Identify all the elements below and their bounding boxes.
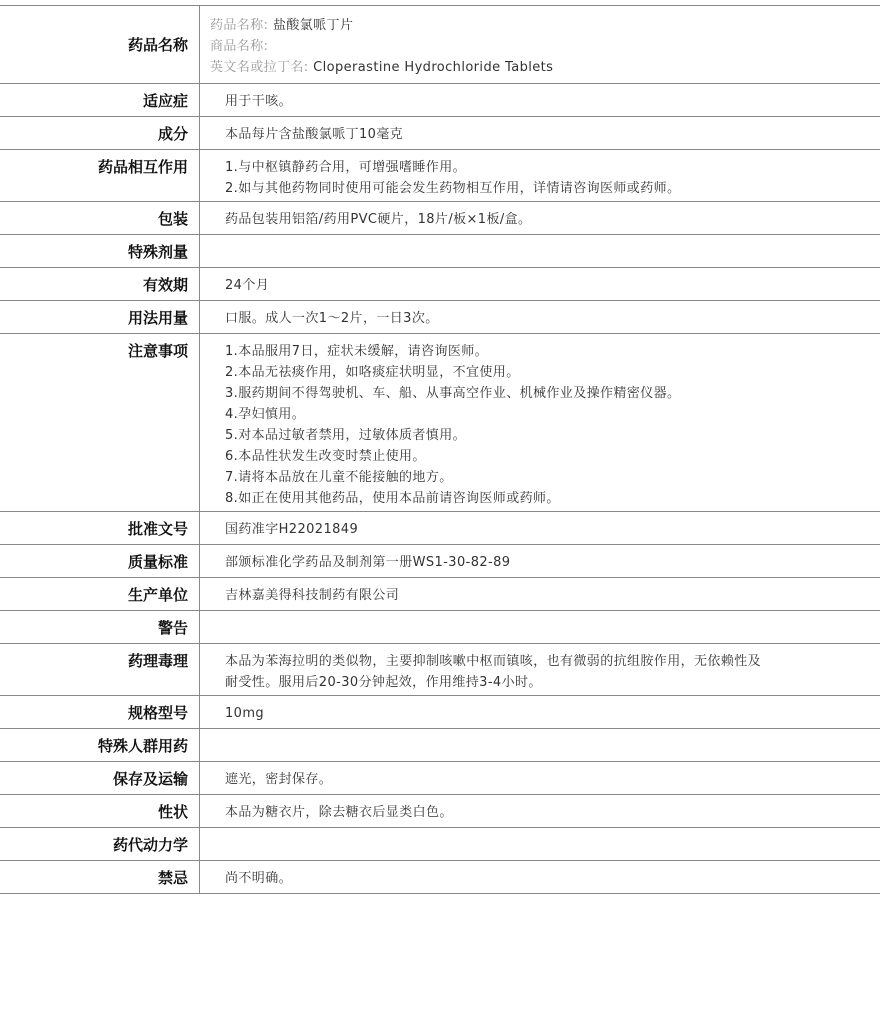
row-label: 药品相互作用 [0, 150, 200, 201]
row-label: 注意事项 [0, 334, 200, 511]
english-name-value: Cloperastine Hydrochloride Tablets [313, 60, 554, 75]
table-row [0, 268, 880, 301]
generic-name-line [210, 15, 870, 36]
row-value [200, 696, 880, 728]
row-drug-name [0, 6, 880, 84]
trade-name-label: 商品名称: [210, 39, 269, 54]
row-label: 药品名称 [0, 6, 200, 83]
row-label: 特殊人群用药 [0, 729, 200, 761]
row-value [200, 762, 880, 794]
generic-name-label: 药品名称: [210, 18, 269, 33]
table-row [0, 301, 880, 334]
table-row [0, 150, 880, 202]
row-label: 保存及运输 [0, 762, 200, 794]
value-line: 8.如正在使用其他药品，使用本品前请咨询医师或药师。 [225, 491, 560, 506]
row-value [200, 6, 880, 83]
table-row [0, 117, 880, 150]
value-line: 部颁标准化学药品及制剂第一册WS1-30-82-89 [225, 555, 511, 570]
row-value [200, 578, 880, 610]
row-label: 质量标准 [0, 545, 200, 577]
value-line: 1.与中枢镇静药合用，可增强嗜睡作用。 [225, 160, 467, 175]
row-value [200, 268, 880, 300]
value-line: 药品包装用铝箔/药用PVC硬片，18片/板×1板/盒。 [225, 212, 532, 227]
value-line: 尚不明确。 [225, 871, 293, 886]
row-label: 药理毒理 [0, 644, 200, 695]
value-line: 3.服药期间不得驾驶机、车、船、从事高空作业、机械作业及操作精密仪器。 [225, 386, 681, 401]
value-line: 本品每片含盐酸氯哌丁10毫克 [225, 127, 404, 142]
table-row [0, 795, 880, 828]
value-line: 24个月 [225, 278, 270, 293]
value-line: 2.本品无祛痰作用，如咯痰症状明显，不宜使用。 [225, 365, 520, 380]
row-label: 规格型号 [0, 696, 200, 728]
value-line: 1.本品服用7日，症状未缓解，请咨询医师。 [225, 344, 489, 359]
table-row [0, 545, 880, 578]
table-row [0, 828, 880, 861]
row-value [200, 235, 880, 267]
table-row [0, 334, 880, 512]
row-value [200, 117, 880, 149]
value-line: 本品为苯海拉明的类似物，主要抑制咳嗽中枢而镇咳，也有微弱的抗组胺作用，无依赖性及 [225, 654, 762, 669]
value-line: 6.本品性状发生改变时禁止使用。 [225, 449, 426, 464]
row-label: 药代动力学 [0, 828, 200, 860]
row-value [200, 795, 880, 827]
value-line: 2.如与其他药物同时使用可能会发生药物相互作用，详情请咨询医师或药师。 [225, 181, 681, 196]
value-line: 本品为糖衣片，除去糖衣后显类白色。 [225, 805, 453, 820]
table-row [0, 84, 880, 117]
row-value [200, 828, 880, 860]
table-row [0, 696, 880, 729]
generic-name-value: 盐酸氯哌丁片 [272, 18, 354, 33]
row-value [200, 202, 880, 234]
value-line: 耐受性。服用后20-30分钟起效，作用维持3-4小时。 [225, 675, 542, 690]
value-line: 用于干咳。 [225, 94, 293, 109]
row-value [200, 644, 880, 695]
row-value [200, 334, 880, 511]
row-value [200, 84, 880, 116]
row-label: 禁忌 [0, 861, 200, 893]
row-label: 特殊剂量 [0, 235, 200, 267]
value-line: 7.请将本品放在儿童不能接触的地方。 [225, 470, 453, 485]
value-line: 5.对本品过敏者禁用，过敏体质者慎用。 [225, 428, 467, 443]
row-label: 包装 [0, 202, 200, 234]
table-row [0, 611, 880, 644]
value-line: 吉林嘉美得科技制药有限公司 [225, 588, 400, 603]
row-label: 适应症 [0, 84, 200, 116]
table-row [0, 762, 880, 795]
table-row [0, 861, 880, 894]
row-label: 用法用量 [0, 301, 200, 333]
drug-info-table [0, 5, 880, 894]
table-row [0, 644, 880, 696]
value-line: 遮光，密封保存。 [225, 772, 333, 787]
value-line: 口服。成人一次1～2片，一日3次。 [225, 311, 439, 326]
row-value [200, 150, 880, 201]
row-label: 有效期 [0, 268, 200, 300]
value-line: 国药准字H22021849 [225, 522, 359, 537]
row-value [200, 611, 880, 643]
row-label: 性状 [0, 795, 200, 827]
row-value [200, 512, 880, 544]
english-name-line [210, 57, 870, 78]
trade-name-line [210, 36, 870, 57]
row-value [200, 861, 880, 893]
english-name-label: 英文名或拉丁名: [210, 60, 309, 75]
row-value [200, 545, 880, 577]
row-label: 批准文号 [0, 512, 200, 544]
row-label: 警告 [0, 611, 200, 643]
table-row [0, 235, 880, 268]
row-label: 生产单位 [0, 578, 200, 610]
table-row [0, 202, 880, 235]
table-row [0, 512, 880, 545]
row-label: 成分 [0, 117, 200, 149]
value-line: 4.孕妇慎用。 [225, 407, 306, 422]
table-row [0, 578, 880, 611]
row-value [200, 729, 880, 761]
value-line: 10mg [225, 706, 265, 721]
table-row [0, 729, 880, 762]
row-value [200, 301, 880, 333]
